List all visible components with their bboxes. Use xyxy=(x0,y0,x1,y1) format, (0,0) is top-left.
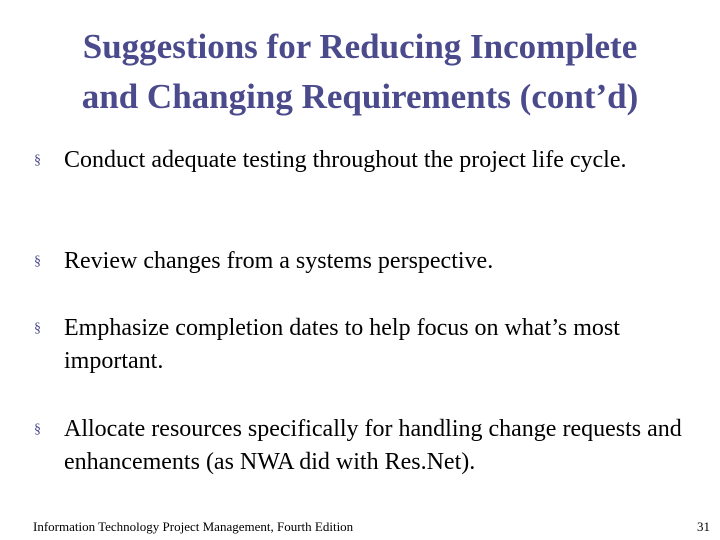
footer-text: Information Technology Project Management, Fourth Edition xyxy=(33,519,354,534)
bullet-item xyxy=(34,245,694,278)
bullet-item xyxy=(34,144,694,177)
bullet-marker-icon: § xyxy=(34,321,41,336)
bullet-marker-icon: § xyxy=(34,153,41,168)
bullet-item xyxy=(34,413,694,479)
slide-title xyxy=(0,22,720,122)
page-number: 31 xyxy=(697,519,710,534)
bullet-text: Conduct adequate testing throughout the project life cycle. xyxy=(64,147,627,173)
title-line-2: and Changing Requirements (cont’d) xyxy=(81,77,639,116)
bullet-item xyxy=(34,312,694,378)
bullet-text: Emphasize completion dates to help focus on what’s most important. xyxy=(64,315,620,374)
bullet-text: Allocate resources specifically for handling change requests and enhancements (as NWA did with Res.Net). xyxy=(64,416,682,475)
bullet-marker-icon: § xyxy=(34,422,41,437)
bullet-text: Review changes from a systems perspective. xyxy=(64,248,494,274)
bullet-marker-icon: § xyxy=(34,254,41,269)
title-line-1: Suggestions for Reducing Incomplete xyxy=(82,27,638,66)
